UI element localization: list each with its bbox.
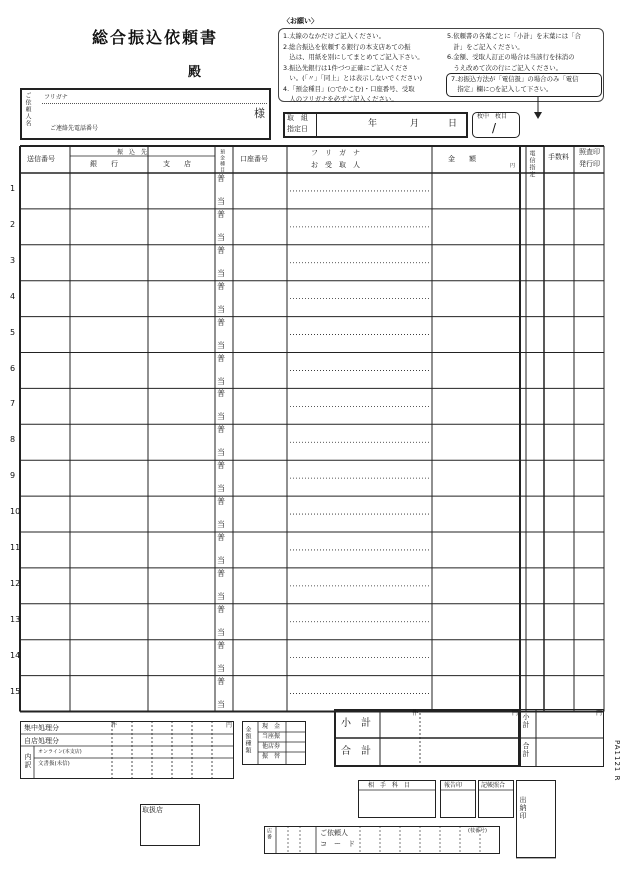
kind-item: 振 替 xyxy=(262,753,281,760)
phone-label: ご連絡先電話番号 xyxy=(50,125,99,132)
toza-option[interactable]: 当 xyxy=(217,268,225,278)
total-en: 円 xyxy=(512,710,519,717)
toza-option[interactable]: 当 xyxy=(217,448,225,458)
jiten-label: 自店処理分 xyxy=(24,737,59,745)
row-number: 2 xyxy=(10,219,16,229)
kind-label: 金額種類 xyxy=(244,726,251,754)
header-branch: 支 店 xyxy=(163,160,191,168)
futsu-option[interactable]: 普 xyxy=(217,281,225,291)
month-label: 月 xyxy=(410,119,420,129)
day-label: 日 xyxy=(448,119,458,129)
code-label-2: コ ー ド xyxy=(320,840,355,848)
futsu-option[interactable]: 普 xyxy=(217,353,225,363)
toza-option[interactable]: 当 xyxy=(217,340,225,350)
row-number: 14 xyxy=(10,650,21,660)
total-right-en: 円 xyxy=(596,710,603,717)
toza-option[interactable]: 当 xyxy=(217,520,225,530)
kind-item: 他店券 xyxy=(262,743,281,750)
row-number: 11 xyxy=(10,543,21,552)
futsu-option[interactable]: 普 xyxy=(217,676,225,686)
row-number: 4 xyxy=(10,291,16,301)
gokei-label: 合 計 xyxy=(341,746,371,757)
note-line: 4.「預金種目」(○でかこむ)・口座番号、受取 xyxy=(283,85,415,93)
requester-label: ご依頼人名 xyxy=(24,92,31,127)
date-label-1: 取 組 xyxy=(287,114,308,122)
sama-label: 様 xyxy=(254,107,265,120)
header-furikomisaki: 振 込 先 xyxy=(117,149,148,156)
toza-option[interactable]: 当 xyxy=(217,663,225,673)
note-line: 計」をご記入ください。 xyxy=(447,43,524,51)
row-number: 1 xyxy=(10,184,16,193)
toza-option[interactable]: 当 xyxy=(217,197,225,206)
toriatsukai-label: 取扱店 xyxy=(142,806,163,814)
note-line: 6.金額、受取人訂正の場合は当該行を抹消の xyxy=(447,53,575,61)
header-tesuryo: 手数料 xyxy=(548,153,569,161)
note-line: 7.お振込方法が「電信扱」の場合のみ「電信 xyxy=(451,75,579,83)
header-en: 円 xyxy=(510,163,516,169)
futsu-option[interactable]: 普 xyxy=(217,568,225,578)
aite-label: 相 手 科 目 xyxy=(368,782,411,789)
header-hakko: 発行印 xyxy=(579,160,600,168)
row-number: 7 xyxy=(10,399,16,409)
note-line: 指定」欄に○を記入して下さい。 xyxy=(451,85,553,93)
toza-option[interactable]: 当 xyxy=(217,591,225,601)
header-soshin: 送信番号 xyxy=(27,155,55,163)
requester-furigana-label: フリガナ xyxy=(44,94,68,101)
toza-option[interactable]: 当 xyxy=(217,484,225,494)
header-kingaku: 金 額 xyxy=(448,155,476,163)
futsu-option[interactable]: 普 xyxy=(217,209,225,219)
futsu-option[interactable]: 普 xyxy=(217,497,225,507)
suito-label: 出納印 xyxy=(519,796,527,820)
futsu-option[interactable]: 普 xyxy=(217,533,225,542)
note-line: 2.総合振込を依頼する銀行の本支店あての振 xyxy=(283,43,411,51)
header-shokai: 照査印 xyxy=(579,148,600,156)
note-line: 5.依頼書の各葉ごとに「小計」を末葉には「合 xyxy=(447,32,581,40)
gokei-v-label: 合計 xyxy=(522,742,530,758)
futsu-option[interactable]: 普 xyxy=(217,425,225,435)
hokokuin-label: 報告印 xyxy=(444,782,463,789)
toza-option[interactable]: 当 xyxy=(217,556,225,565)
form-id: PA1121 R xyxy=(613,740,621,782)
note-line: うえ改めて次の行にご記入ください。 xyxy=(447,64,563,72)
futsu-option[interactable]: 普 xyxy=(217,389,225,399)
code-box[interactable] xyxy=(264,826,500,854)
futsu-option[interactable]: 普 xyxy=(217,317,225,327)
futsu-option[interactable]: 普 xyxy=(217,461,225,471)
shokei-v-label: 小計 xyxy=(522,713,530,729)
kiroku-label: 記帳照合 xyxy=(481,782,506,789)
row-number: 8 xyxy=(10,435,16,445)
futsu-option[interactable]: 普 xyxy=(217,604,225,614)
note-line: い。(「〃」「同上」とは表示しないでください) xyxy=(283,74,423,82)
toza-option[interactable]: 当 xyxy=(217,304,225,314)
row-number: 3 xyxy=(10,255,16,265)
note-line: 1.太線のなかだけご記入ください。 xyxy=(283,32,385,40)
header-bank: 銀 行 xyxy=(90,160,118,168)
toza-option[interactable]: 当 xyxy=(217,627,225,637)
futsu-option[interactable]: 普 xyxy=(217,640,225,650)
dono-label: 殿 xyxy=(188,65,202,80)
naiyaku-label: 内訳 xyxy=(24,753,32,769)
edaban-label: (枝番号) xyxy=(468,828,487,834)
toza-option[interactable]: 当 xyxy=(217,376,225,386)
code-label-1: ご依頼人 xyxy=(320,829,348,837)
year-label: 年 xyxy=(368,119,378,129)
tenban-label: 店番 xyxy=(266,828,272,840)
row-number: 12 xyxy=(10,578,21,588)
header-denshin: 電信指定 xyxy=(528,150,535,178)
futsu-option[interactable]: 普 xyxy=(217,245,225,255)
header-yokin: 預金種目 xyxy=(219,149,225,173)
page-title: 総合振込依頼書 xyxy=(92,28,219,47)
summary-ken: 件 xyxy=(111,722,118,729)
total-box-right[interactable] xyxy=(520,709,604,767)
note-line: 3.振込先銀行は1件づつ正確にご記入くださ xyxy=(283,64,409,72)
row-number: 9 xyxy=(10,471,16,481)
kind-item: 現 金 xyxy=(262,723,281,730)
row-number: 10 xyxy=(10,507,21,517)
sheet-label: 枚中 枚目 xyxy=(477,113,508,120)
note-line: 込は、用紙を別にしてまとめてご記入下さい。 xyxy=(283,53,424,61)
toza-option[interactable]: 当 xyxy=(217,232,225,242)
row-number: 6 xyxy=(10,363,16,373)
header-uketori: お 受 取 人 xyxy=(311,161,360,169)
toza-option[interactable]: 当 xyxy=(217,699,225,709)
summary-en: 円 xyxy=(226,722,233,729)
row-number: 5 xyxy=(10,327,16,337)
sheet-slash: / xyxy=(492,121,497,135)
futsu-option[interactable]: 普 xyxy=(217,174,225,183)
header-furigana: フ リ ガ ナ xyxy=(311,149,360,157)
shuchu-label: 集中処理分 xyxy=(24,724,59,732)
row-number: 15 xyxy=(10,686,21,696)
total-ken: 件 xyxy=(412,710,419,717)
row-number: 13 xyxy=(10,614,21,624)
toza-option[interactable]: 当 xyxy=(217,412,225,422)
online-label: オンライン(本支店) xyxy=(38,749,82,755)
onegai-heading: 〈お願い〉 xyxy=(283,17,318,25)
kind-item: 当座振 xyxy=(262,733,281,740)
shokei-label: 小 計 xyxy=(341,718,371,729)
note-line: 人のフリガナを必ずご記入ください。 xyxy=(283,95,398,103)
bunsho-label: 文書扱(未信) xyxy=(38,761,70,767)
header-account: 口座番号 xyxy=(240,155,268,163)
date-label-2: 指定日 xyxy=(287,125,308,133)
